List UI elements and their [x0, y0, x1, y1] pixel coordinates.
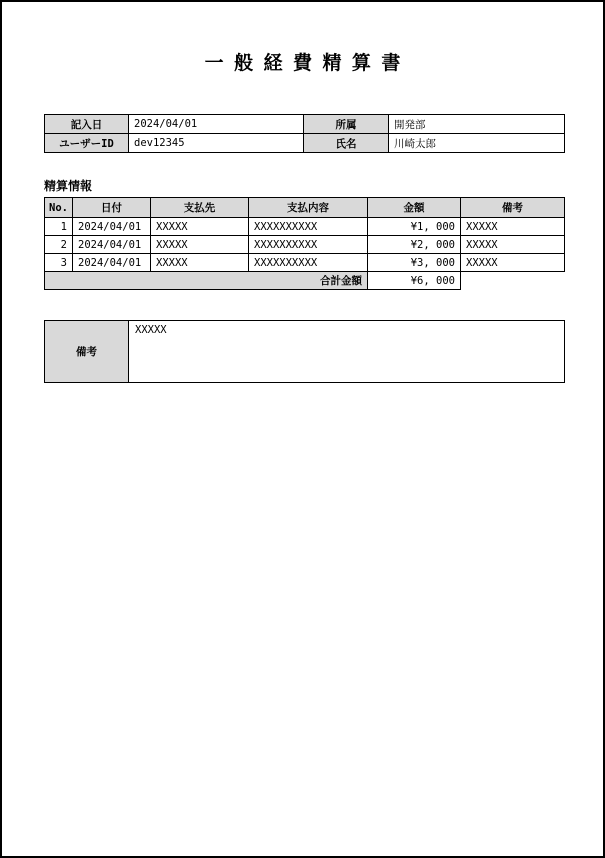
row-note-cell: XXXXX	[461, 254, 565, 272]
column-header-amount: 金額	[368, 198, 461, 218]
settlement-header-row	[45, 198, 565, 218]
settlement-row	[45, 218, 565, 236]
remarks-content: XXXXX	[129, 321, 565, 383]
row-amount-cell: ¥3, 000	[368, 254, 461, 272]
row-note-cell: XXXXX	[461, 218, 565, 236]
info-row-2	[45, 134, 565, 153]
column-header-payee: 支払先	[151, 198, 249, 218]
total-row-blank-cell	[461, 272, 565, 290]
settlement-total-row	[45, 272, 565, 290]
name-value: 川崎太郎	[389, 134, 565, 153]
row-amount-cell: ¥2, 000	[368, 236, 461, 254]
column-header-description: 支払内容	[249, 198, 368, 218]
row-description-cell: XXXXXXXXXX	[249, 254, 368, 272]
row-amount-cell: ¥1, 000	[368, 218, 461, 236]
name-label: 氏名	[304, 134, 389, 153]
remarks-box	[44, 320, 565, 383]
document-title	[2, 48, 603, 75]
column-header-note: 備考	[461, 198, 565, 218]
row-date-cell: 2024/04/01	[73, 236, 151, 254]
info-row-1	[45, 115, 565, 134]
settlement-row	[45, 254, 565, 272]
column-header-date: 日付	[73, 198, 151, 218]
department-label: 所属	[304, 115, 389, 134]
header-info-table	[44, 114, 565, 153]
remarks-row	[45, 321, 565, 383]
row-payee-cell: XXXXX	[151, 218, 249, 236]
row-description-cell: XXXXXXXXXX	[249, 236, 368, 254]
user-id-value: dev12345	[129, 134, 304, 153]
department-value: 開発部	[389, 115, 565, 134]
row-note-cell: XXXXX	[461, 236, 565, 254]
remarks-label: 備考	[45, 321, 129, 383]
settlement-row	[45, 236, 565, 254]
settlement-section-title: 精算情報	[44, 179, 93, 193]
document-title-text: 一般経費精算書	[204, 52, 411, 74]
total-amount-label: 合計金額	[45, 272, 368, 290]
row-date-cell: 2024/04/01	[73, 254, 151, 272]
user-id-label: ユーザーID	[45, 134, 129, 153]
row-description-cell: XXXXXXXXXX	[249, 218, 368, 236]
entry-date-value: 2024/04/01	[129, 115, 304, 134]
settlement-table	[44, 197, 565, 290]
row-no-cell: 1	[45, 218, 73, 236]
row-date-cell: 2024/04/01	[73, 218, 151, 236]
row-no-cell: 3	[45, 254, 73, 272]
entry-date-label: 記入日	[45, 115, 129, 134]
column-header-no: No.	[45, 198, 73, 218]
row-payee-cell: XXXXX	[151, 254, 249, 272]
row-no-cell: 2	[45, 236, 73, 254]
total-amount-value: ¥6, 000	[368, 272, 461, 290]
row-payee-cell: XXXXX	[151, 236, 249, 254]
